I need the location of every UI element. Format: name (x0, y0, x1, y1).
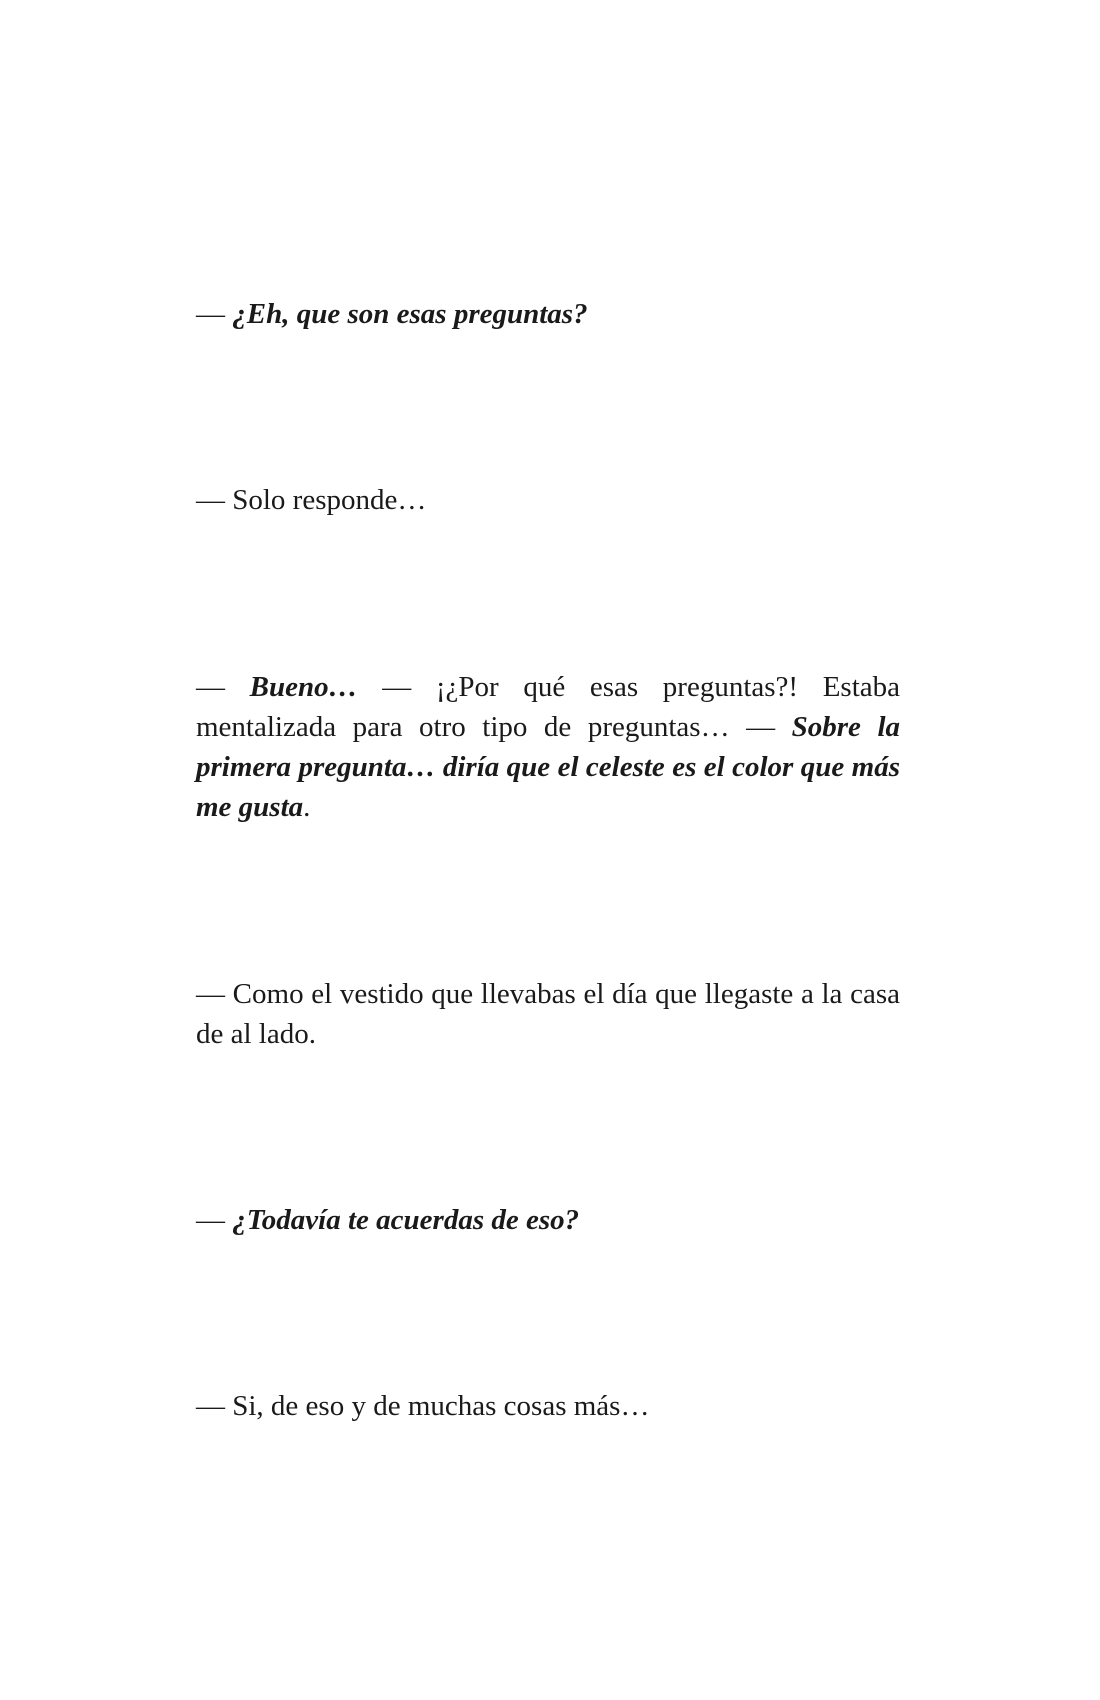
dialogue-text: ¿Eh, que son esas preguntas? (232, 298, 588, 330)
dialogue-text: — Como el vestido que llevabas el día que llegaste a la casa de al lado. (196, 978, 900, 1050)
dialogue-line-1 (196, 294, 900, 334)
narration-text: — ¡¿Por qué esas preguntas?! Estaba mentalizada para otro tipo de preguntas… — (196, 671, 901, 743)
dialogue-text: — Si, de eso y de muchas cosas más… (196, 1390, 650, 1422)
dialogue-line-4 (196, 974, 900, 1054)
dialogue-line-5 (196, 1200, 900, 1240)
dialogue-dash: — (196, 298, 233, 330)
dialogue-text: — Solo responde… (196, 484, 427, 516)
dialogue-dash: — (196, 671, 250, 703)
dialogue-line-3 (196, 667, 900, 827)
dialogue-line-6 (196, 1386, 900, 1426)
dialogue-text: ¿Todavía te acuerdas de eso? (232, 1204, 580, 1236)
punctuation: . (303, 791, 311, 823)
dialogue-dash: — (196, 1204, 233, 1236)
dialogue-line-2 (196, 480, 900, 520)
dialogue-emphasis: Sobre la primera pregunta… diría que el celeste es el color que más me gusta (196, 711, 900, 823)
dialogue-emphasis: Bueno… (249, 671, 358, 703)
